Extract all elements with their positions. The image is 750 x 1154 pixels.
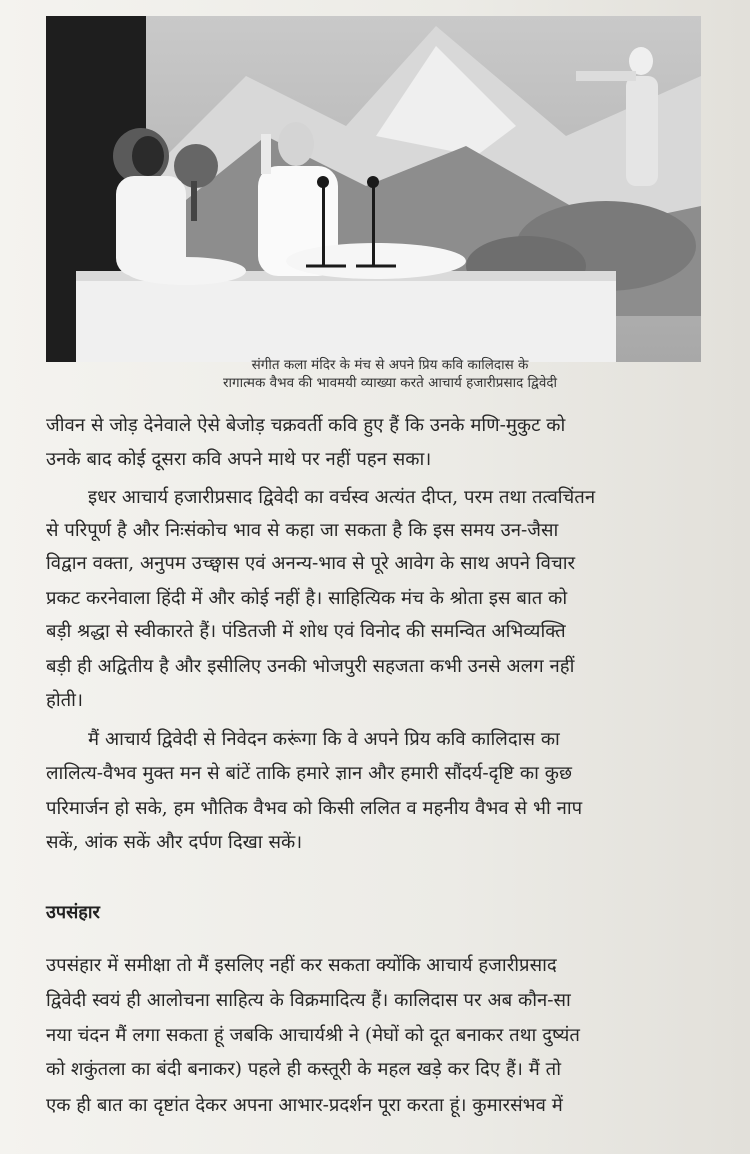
photo-caption-line-1: संगीत कला मंदिर के मंच से अपने प्रिय कवि कालिदास के [251, 357, 529, 373]
body-line: से परिपूर्ण है और निःसंकोच भाव से कहा जा सकता है कि इस समय उन-जैसा [46, 520, 559, 541]
photo-caption-line-2: रागात्मक वैभव की भावमयी व्याख्या करते आचार्य हजारीप्रसाद द्विवेदी [223, 375, 557, 391]
stage-photo-graphic [46, 16, 701, 362]
body-line: परिमार्जन हो सके, हम भौतिक वैभव को किसी ललित व महनीय वैभव से भी नाप [46, 798, 583, 819]
section-line: द्विवेदी स्वयं ही आलोचना साहित्य के विक्रमादित्य हैं। कालिदास पर अब कौन-सा [46, 990, 571, 1011]
body-line: लालित्य-वैभव मुक्त मन से बांटें ताकि हमारे ज्ञान और हमारी सौंदर्य-दृष्टि का कुछ [46, 763, 572, 784]
body-line: सकें, आंक सकें और दर्पण दिखा सकें। [46, 832, 303, 853]
section-line: नया चंदन मैं लगा सकता हूं जबकि आचार्यश्री ने (मेघों को दूत बनाकर तथा दुष्यंत [46, 1025, 580, 1046]
section-heading: उपसंहार [46, 902, 100, 923]
body-line: उनके बाद कोई दूसरा कवि अपने माथे पर नहीं पहन सका। [46, 449, 432, 470]
body-line: होती। [46, 690, 83, 711]
body-line: विद्वान वक्ता, अनुपम उच्छ्वास एवं अनन्य-भाव से पूरे आवेग के साथ अपने विचार [46, 553, 576, 574]
body-line: बड़ी ही अद्वितीय है और इसीलिए उनकी भोजपुरी सहजता कभी उनसे अलग नहीं [46, 656, 575, 677]
body-line: इधर आचार्य हजारीप्रसाद द्विवेदी का वर्चस्व अत्यंत दीप्त, परम तथा तत्वचिंतन [88, 487, 596, 508]
section-line: उपसंहार में समीक्षा तो मैं इसलिए नहीं कर सकता क्योंकि आचार्य हजारीप्रसाद [46, 955, 557, 976]
body-line: प्रकट करनेवाला हिंदी में और कोई नहीं है। साहित्यिक मंच के श्रोता इस बात को [46, 588, 568, 609]
body-line: मैं आचार्य द्विवेदी से निवेदन करूंगा कि वे अपने प्रिय कवि कालिदास का [88, 729, 560, 750]
section-line: को शकुंतला का बंदी बनाकर) पहले ही कस्तूरी के महल खड़े कर दिए हैं। मैं तो [46, 1059, 561, 1080]
section-line: एक ही बात का दृष्टांत देकर अपना आभार-प्रदर्शन पूरा करता हूं। कुमारसंभव में [46, 1095, 563, 1116]
body-line: बड़ी श्रद्धा से स्वीकारते हैं। पंडितजी में शोध एवं विनोद की समन्वित अभिव्यक्ति [46, 621, 566, 642]
stage-photo [46, 16, 701, 362]
body-line: जीवन से जोड़ देनेवाले ऐसे बेजोड़ चक्रवर्ती कवि हुए हैं कि उनके मणि-मुकुट को [46, 415, 566, 436]
